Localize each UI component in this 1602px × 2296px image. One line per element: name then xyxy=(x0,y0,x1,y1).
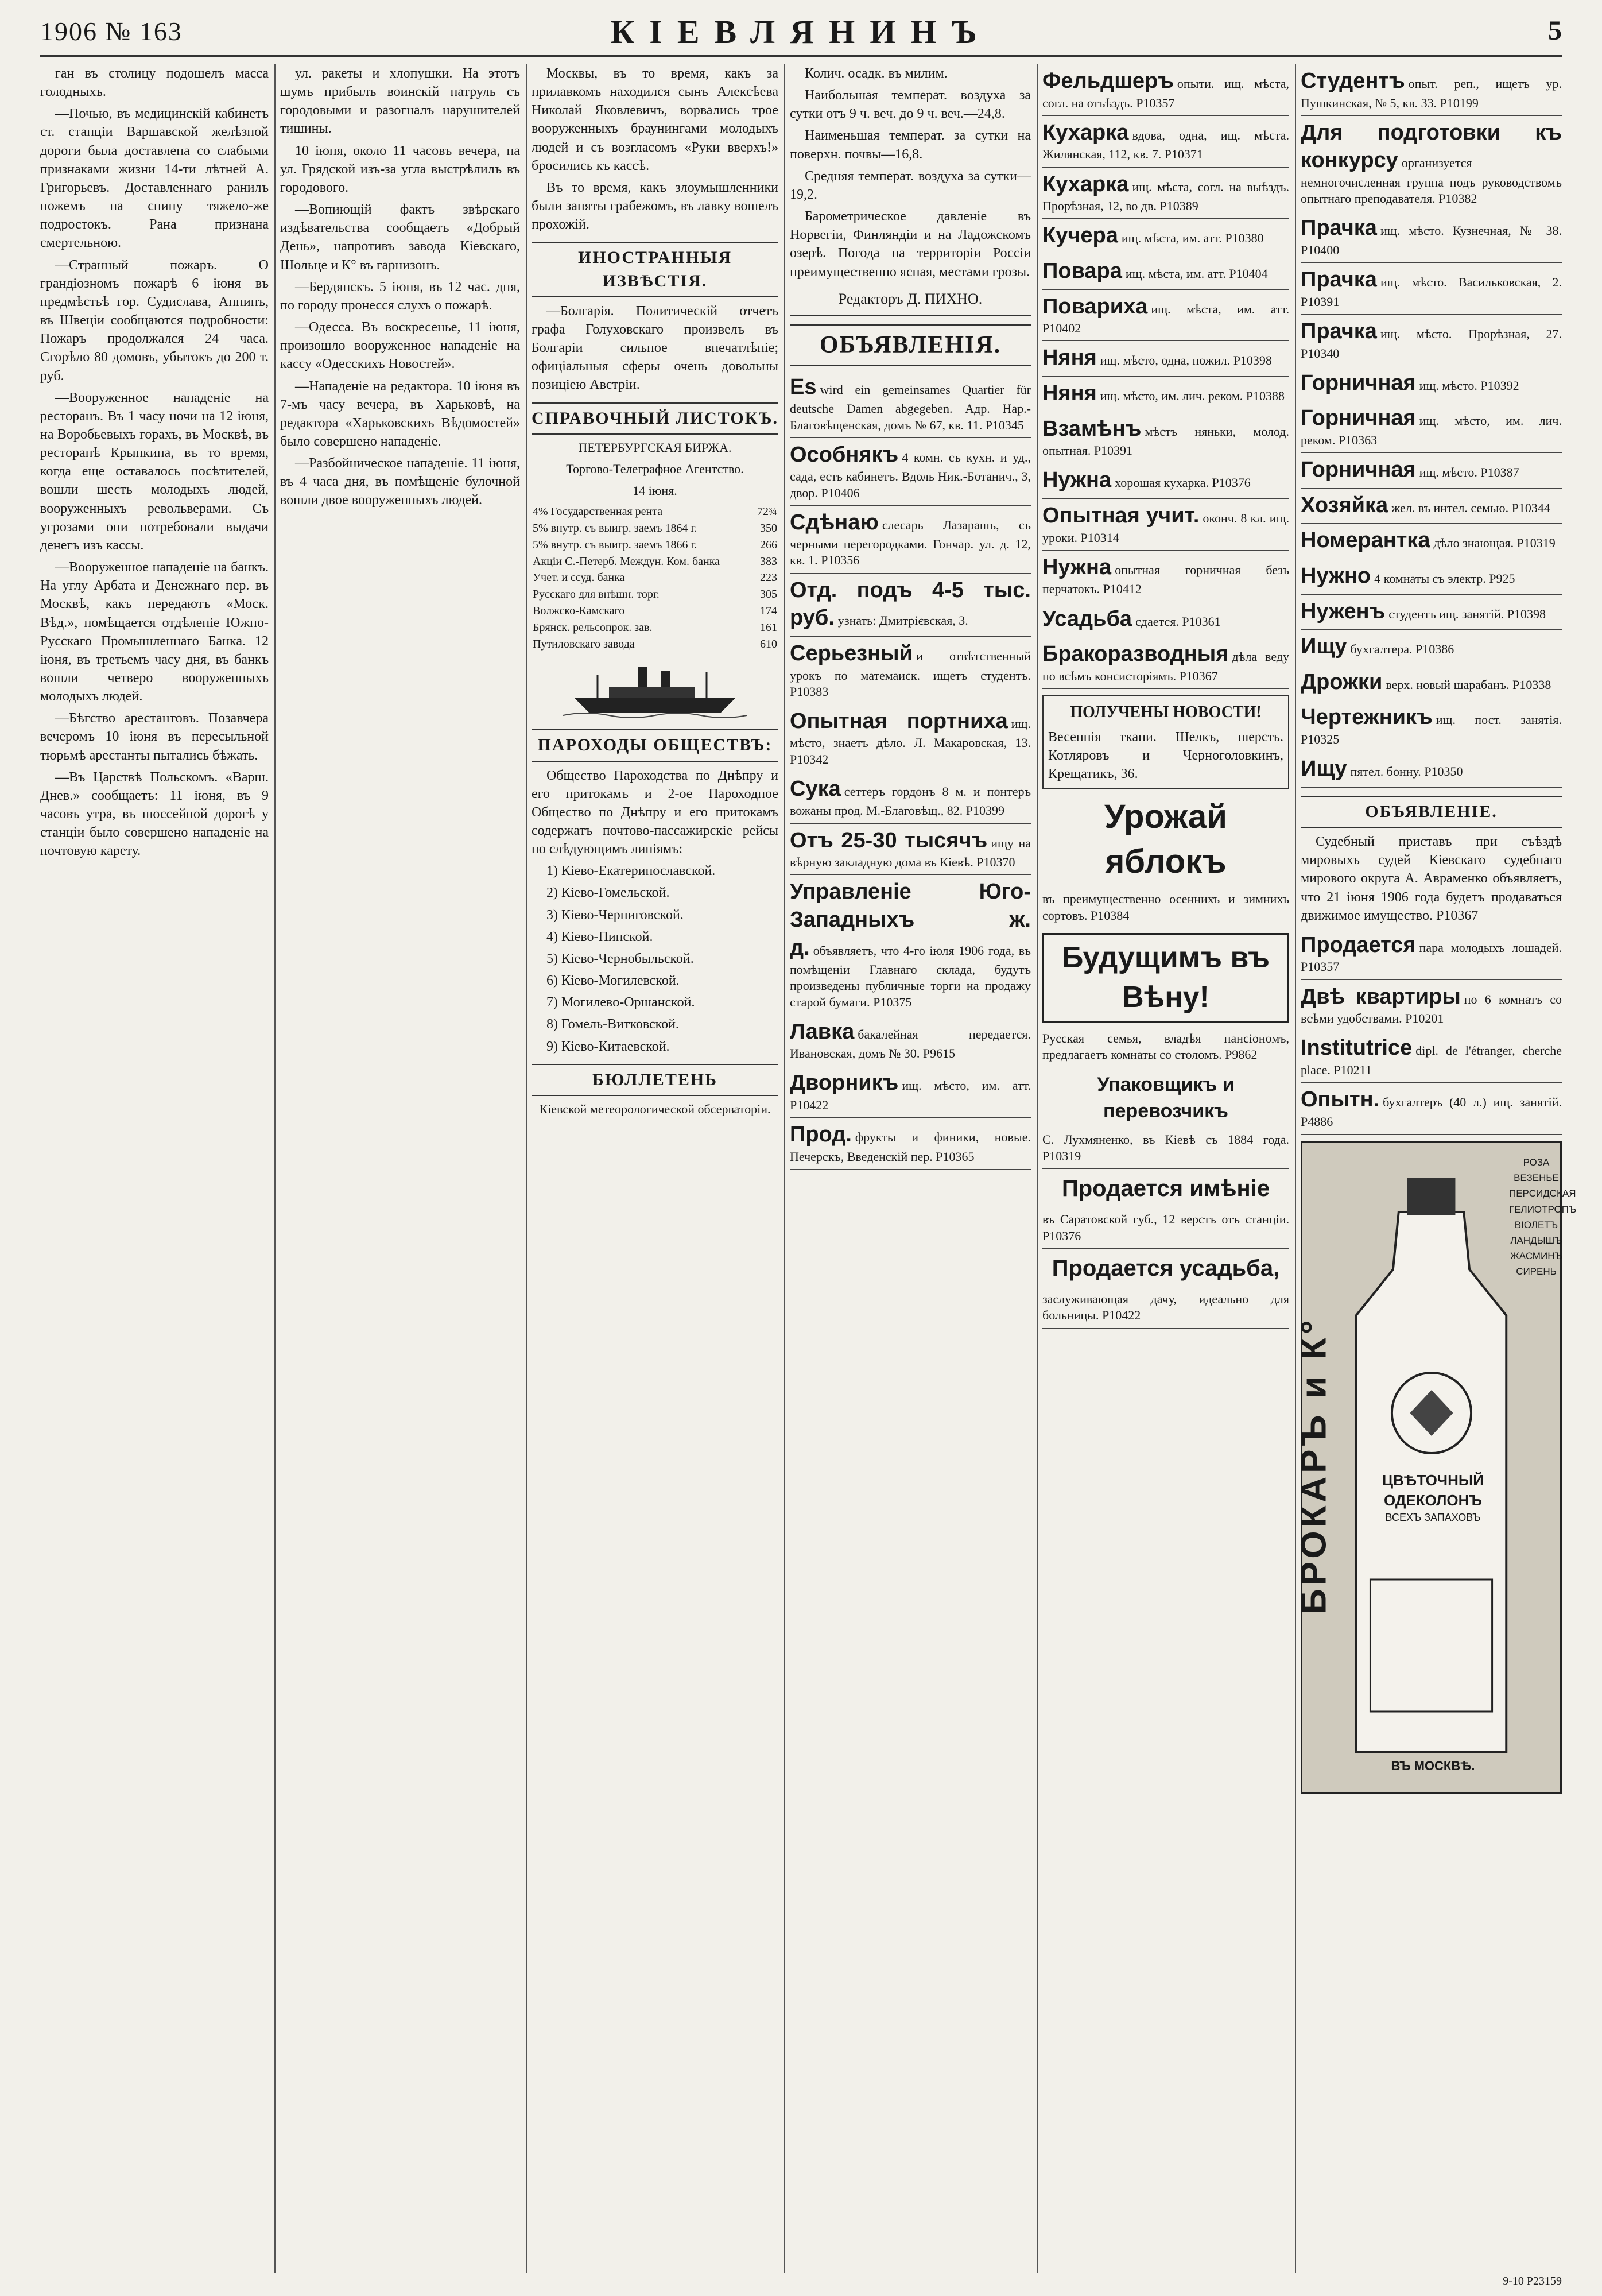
ad-keyword: Прачка xyxy=(1301,268,1377,292)
classified-ad xyxy=(1301,752,1562,788)
classified-ad xyxy=(1042,168,1289,219)
rate-name: 5% внутр. съ выигр. заемъ 1866 г. xyxy=(533,538,697,551)
ad-text: слесарь Лазарашъ, съ черными перегородками. Гончар. ул. д. 12, кв. 1. Р10356 xyxy=(790,517,1031,568)
ad-keyword: Сдѣнаю xyxy=(790,510,879,535)
ad-text: по 6 комнатъ со всѣми удобствами. Р10201 xyxy=(1301,992,1562,1026)
ad-keyword: Отъ 25-30 тысячъ xyxy=(790,828,988,853)
ship-line: 9) Кіево-Китаевской. xyxy=(546,1039,670,1054)
weather-paragraph: Наибольшая температ. воздуха за сутки отъ 9 ч. веч. до 9 ч. веч.—24,8. xyxy=(790,88,1031,122)
ad-text: ищ. мѣста, им. атт. Р10402 xyxy=(1042,301,1289,336)
article-paragraph: —Болгарія. Политическій отчетъ графа Голуховскаго произвелъ въ Болгаріи сильное впечатлѣніе; офиціальныя сферы очень довольны позиціею Австріи. xyxy=(532,303,778,393)
ad-text: сдается. Р10361 xyxy=(1135,614,1221,629)
ship-line: 3) Кіево-Черниговской. xyxy=(546,907,684,923)
estate-heading: Продается имѣніе xyxy=(1061,1175,1270,1201)
estate-text: въ Саратовской губ., 12 верстъ отъ станціи. Р10376 xyxy=(1042,1209,1289,1248)
ship-line: 1) Кіево-Екатеринославской. xyxy=(546,864,716,879)
rate-value: 305 xyxy=(760,588,777,601)
rate-name: 5% внутр. съ выигр. заемъ 1864 г. xyxy=(533,521,697,535)
table-row xyxy=(532,553,778,570)
ad-text: wird ein gemeinsames Quartier für deutsche Damen abgegeben. Адр. Нар.-Благовѣщенская, домъ № 67, кв. 11. Р10345 xyxy=(790,382,1031,432)
article-paragraph: —Разбойническое нападеніе. 11 іюня, въ 4 часа дня, въ помѣщеніе булочной вошли двое вооруженныхъ людей. xyxy=(280,456,520,508)
article-paragraph: ган въ столицу подошелъ масса голодныхъ. xyxy=(40,66,269,100)
steamships-text: Общество Пароходства по Днѣпру и его притокамъ и 2-ое Пароходное Общество по Днѣпру и его притокамъ содержатъ почтово-пассажирскіе рейсы по слѣдующимъ линіямъ: xyxy=(532,768,778,857)
ad-keyword: Продается xyxy=(1301,932,1416,957)
header-rule xyxy=(40,55,1562,57)
column-4 xyxy=(790,64,1031,2273)
table-row xyxy=(532,636,778,653)
ad-text: ищ. мѣста, им. атт. Р10404 xyxy=(1125,266,1268,281)
article-paragraph: —Въ Царствѣ Польскомъ. «Варш. Днев.» сообщаетъ: 11 іюня, въ 9 часовъ утра, въ шоссейной дорогѣ у станціи было совершено нападеніе на почтовую карету. xyxy=(40,769,269,859)
ship-line: 5) Кіево-Чернобыльской. xyxy=(546,951,694,966)
classified-ad xyxy=(1301,116,1562,212)
ad-text: сеттеръ гордонъ 8 м. и понтеръ вожаны прод. М.-Благовѣщ., 82. Р10399 xyxy=(790,784,1031,818)
classified-ad xyxy=(1042,116,1289,168)
ad-text: ищ. мѣсто, им. атт. Р10422 xyxy=(790,1078,1031,1113)
ad-text: пара молодыхъ лошадей. Р10357 xyxy=(1301,940,1562,974)
ad-text: бакалейная передается. Ивановская, домъ № 30. Р9615 xyxy=(790,1027,1031,1061)
exchange-rates-table xyxy=(532,504,778,652)
masthead-title: КІЕВЛЯНИНЪ xyxy=(610,13,992,51)
page-header xyxy=(40,13,1562,51)
foreign-news-heading: ИНОСТРАННЫЯ ИЗВѢСТІЯ. xyxy=(532,242,778,297)
weather-paragraph: Колич. осадк. въ милим. xyxy=(805,66,948,81)
classified-ad xyxy=(1301,1031,1562,1083)
classified-ad xyxy=(1042,219,1289,254)
ad-keyword: Для подготовки къ конкурсу xyxy=(1301,120,1562,173)
ship-line: 7) Могилево-Оршанской. xyxy=(546,995,695,1010)
rate-name: Брянск. рельсопрок. зав. xyxy=(533,621,653,634)
column-3 xyxy=(532,64,778,2273)
classified-ad xyxy=(790,574,1031,637)
table-row xyxy=(532,620,778,636)
ad-text: опытная горничная безъ перчатокъ. Р10412 xyxy=(1042,562,1289,597)
ad-keyword: Номерантка xyxy=(1301,528,1430,553)
ad-text: вдова, одна, ищ. мѣста. Жилянская, 112, кв. 7. Р10371 xyxy=(1042,127,1289,162)
column-divider xyxy=(1295,64,1296,2273)
classified-ad xyxy=(1301,315,1562,366)
classified-ad xyxy=(790,1015,1031,1067)
classified-ad xyxy=(1042,412,1289,464)
editor-line: Редакторъ Д. ПИХНО. xyxy=(790,285,1031,316)
column-divider xyxy=(784,64,785,2273)
scent-label: РОЗА xyxy=(1523,1156,1550,1168)
classified-ad xyxy=(790,637,1031,704)
ad-keyword: Фельдшеръ xyxy=(1042,69,1174,93)
rate-value: 383 xyxy=(760,555,777,568)
ad-keyword: Прод. xyxy=(790,1122,852,1147)
ad-keyword: Чертежникъ xyxy=(1301,705,1433,730)
ad-keyword: Кухарка xyxy=(1042,120,1129,145)
column-divider xyxy=(274,64,276,2273)
classified-ad xyxy=(1042,463,1289,499)
ad-keyword: Прачка xyxy=(1301,319,1377,343)
ad-keyword: Дрожки xyxy=(1301,669,1383,694)
ad-text: бухгалтера. Р10386 xyxy=(1350,642,1454,657)
ad-text: ищ. мѣсто. Р10392 xyxy=(1419,378,1519,393)
apples-heading: Урожай яблокъ xyxy=(1104,797,1227,880)
cologne-advertisement xyxy=(1294,1141,1577,1794)
classified-ad xyxy=(1301,489,1562,524)
weather-paragraph: Наименьшая температ. за сутки на поверхн. почвы—16,8. xyxy=(790,128,1031,162)
ad-keyword: Прачка xyxy=(1301,216,1377,241)
ad-text: 4 комн. съ кухн. и уд., сада, есть кабинетъ. Вдоль Ник.-Ботанич., 3, двор. Р10406 xyxy=(790,450,1031,500)
table-row xyxy=(532,520,778,537)
ad-keyword: Взамѣнъ xyxy=(1042,416,1142,441)
ad-keyword: Дворникъ xyxy=(790,1071,899,1095)
column-6 xyxy=(1294,64,1577,2273)
classified-ad xyxy=(1301,401,1562,453)
ad-text: жел. въ интел. семью. Р10344 xyxy=(1391,500,1550,515)
ad-keyword: Горничная xyxy=(1301,406,1416,431)
ad-keyword: Няня xyxy=(1042,346,1097,370)
classified-ad xyxy=(1301,211,1562,263)
classified-ad xyxy=(1301,595,1562,630)
article-paragraph: —Бердянскъ. 5 іюня, въ 12 час. дня, по городу пронесся слухъ о пожарѣ. xyxy=(280,279,520,313)
article-paragraph: —Вопиющій фактъ звѣрскаго издѣвательства сообщаетъ «Добрый День», напротивъ завода Кіевскаго, Шольце и К° въ гарнизонъ. xyxy=(280,202,520,273)
classified-ad xyxy=(1301,524,1562,559)
ad-text: ищ. мѣсто. Кузнечная, № 38. Р10400 xyxy=(1301,223,1562,257)
ship-line: 4) Кіево-Пинской. xyxy=(546,929,653,944)
rate-value: 161 xyxy=(760,621,777,634)
ad-keyword: Кухарка xyxy=(1042,172,1129,196)
ad-text: пятел. бонну. Р10350 xyxy=(1350,764,1463,779)
article-paragraph: —Странный пожаръ. О грандіозномъ пожарѣ 6 іюня въ предмѣстьѣ гор. Судислава, Аннинъ, въ Швеціи сообщаются подробности: Пожаръ продолжался 24 часа. Сгорѣло 80 домовъ, убытокъ до 200 т. руб. xyxy=(40,257,269,384)
article-paragraph: ул. ракеты и хлопушки. На этотъ шумъ прибылъ воинскій патруль съ городовыми и разогналъ нарушителей тишины. xyxy=(280,66,520,137)
classified-ad xyxy=(790,438,1031,506)
classified-ad xyxy=(790,704,1031,772)
ship-line: 2) Кіево-Гомельской. xyxy=(546,885,670,901)
article-paragraph: —Бѣгство арестантовъ. Позавчера вечеромъ 10 іюня въ пересыльной тюрьмѣ арестанты пытались бѣжать. xyxy=(40,711,269,763)
ad-keyword: Сука xyxy=(790,776,841,801)
ship-line: 6) Кіево-Могилевской. xyxy=(546,973,680,989)
article-paragraph: —Нападеніе на редактора. 10 іюня въ 7-мъ часу вечера, въ Харьковѣ, на редактора «Харьковскихъ Вѣдомостей» было совершено нападеніе. xyxy=(280,378,520,449)
brand-logo: БРОКАРЪ и К° xyxy=(1294,1317,1334,1614)
scent-label: ЖАСМИНЪ xyxy=(1510,1250,1562,1262)
ad-keyword: Опытная учит. xyxy=(1042,504,1200,528)
ad-keyword: Усадьба xyxy=(1042,606,1132,631)
ad-text: студентъ ищ. занятій. Р10398 xyxy=(1388,606,1546,621)
weather-paragraph: Барометрическое давленіе въ Норвегіи, Финляндіи и на Ладожскомъ озерѣ. Погода на территоріи Россіи преимущественно ясная, местами грозы. xyxy=(790,209,1031,280)
ship-line: 8) Гомель-Витковской. xyxy=(546,1017,679,1032)
classified-ad xyxy=(1301,630,1562,665)
ad-text: дѣло знающая. Р10319 xyxy=(1433,536,1556,551)
news-box xyxy=(1042,695,1289,789)
classified-ad xyxy=(790,875,1031,1015)
classified-ad xyxy=(1301,64,1562,116)
ad-text: ищ. мѣсто, им. лич. реком. Р10363 xyxy=(1301,413,1562,447)
column-5 xyxy=(1042,64,1289,2273)
scent-label: ВЕЗЕНЬЕ xyxy=(1514,1172,1559,1184)
rate-name: Учет. и ссуд. банка xyxy=(533,571,625,584)
scent-label: ЛАНДЫШЪ xyxy=(1510,1234,1562,1246)
ad-keyword: Нужна xyxy=(1042,468,1112,493)
steamships-heading: ПАРОХОДЫ ОБЩЕСТВЪ: xyxy=(532,729,778,761)
column-2 xyxy=(280,64,520,2273)
exchange-date: 14 іюня. xyxy=(633,483,677,498)
article-paragraph: —Вооруженное нападеніе на банкъ. На углу Арбата и Денежнаго пер. въ Москвѣ, какъ передаютъ «Моск. Вѣд.», помѣщается отдѣленіе Южно-Русскаго Промышленнаго Банка. 12 іюня, въ третьемъ часу дня, въ банкъ вошли четверо вооруженныхъ молодыхъ людей. xyxy=(40,560,269,704)
rate-value: 610 xyxy=(760,637,777,651)
ad-text: ищ. мѣсто, знаетъ дѣло. Л. Макаровская, 13. Р10342 xyxy=(790,716,1031,766)
rate-name: Путиловскаго завода xyxy=(533,637,635,651)
classified-ad xyxy=(790,772,1031,824)
ad-text: бухгалтеръ (40 л.) ищ. занятій. Р4886 xyxy=(1301,1095,1562,1129)
ad-text: хорошая кухарка. Р10376 xyxy=(1115,475,1251,490)
classified-ad xyxy=(1301,700,1562,752)
classified-ad xyxy=(790,506,1031,574)
ad-keyword: Особнякъ xyxy=(790,442,899,467)
ad-text: опыти. ищ. мѣста, согл. на отъѣздъ. Р10357 xyxy=(1042,76,1289,110)
scent-label: ВІОЛЕТЪ xyxy=(1514,1219,1558,1230)
article-paragraph: 10 іюня, около 11 часовъ вечера, на ул. Грядской изъ-за угла выстрѣлилъ въ городового. xyxy=(280,143,520,195)
rate-value: 350 xyxy=(760,521,777,535)
classified-ad xyxy=(1042,341,1289,377)
scent-label: СИРЕНЬ xyxy=(1516,1266,1557,1277)
rate-value: 174 xyxy=(760,604,777,617)
ad-text: ищ. мѣсто. Васильковская, 2. Р10391 xyxy=(1301,275,1562,309)
product-subtitle: ВСЕХЪ ЗАПАХОВЪ xyxy=(1385,1511,1481,1523)
ad-keyword: Горничная xyxy=(1301,370,1416,395)
ad-keyword: Ищу xyxy=(1301,757,1347,781)
bulletin-heading: БЮЛЛЕТЕНЬ xyxy=(532,1064,778,1096)
ad-keyword: Повариха xyxy=(1042,294,1148,319)
rate-name: 4% Государственная рента xyxy=(533,505,663,518)
ad-keyword: Хозяйка xyxy=(1301,493,1388,517)
ad-text: и отвѣтственный урокъ по матемаиск. ищетъ студентъ. Р10383 xyxy=(790,648,1031,699)
classified-ad xyxy=(1301,980,1562,1032)
ad-keyword: Нужно xyxy=(1301,563,1371,588)
ad-text: фрукты и финики, новые. Печерскъ, Введенскій пер. Р10365 xyxy=(790,1130,1031,1164)
ad-text: ищ. мѣсто. Прорѣзная, 27. Р10340 xyxy=(1301,326,1562,361)
ad-keyword: Серьезный xyxy=(790,641,913,665)
ad-keyword: Ищу xyxy=(1301,634,1347,659)
classified-ad xyxy=(1042,64,1289,116)
table-row xyxy=(532,504,778,520)
ad-text: дѣла веду по всѣмъ консисторіямъ. Р10367 xyxy=(1042,649,1289,683)
ad-keyword: Повара xyxy=(1042,258,1122,283)
bulletin-subtitle: Кіевской метеорологической обсерваторіи. xyxy=(539,1101,771,1116)
scent-label: ГЕЛИОТРОПЪ xyxy=(1509,1203,1577,1215)
classified-ad xyxy=(1042,377,1289,412)
steamship-icon xyxy=(563,658,747,721)
movers-heading: Упаковщикъ и перевозчикъ xyxy=(1097,1074,1235,1122)
rate-value: 72¾ xyxy=(757,505,777,518)
ad-keyword: Управленіе Юго-Западныхъ ж. д. xyxy=(790,880,1031,960)
rate-value: 223 xyxy=(760,571,777,584)
article-paragraph: Въ то время, какъ злоумышленники были заняты грабежомъ, въ лавку вошелъ прохожій. xyxy=(532,180,778,233)
news-box-title: ПОЛУЧЕНЫ НОВОСТИ! xyxy=(1070,703,1262,721)
classified-ad xyxy=(1042,602,1289,638)
column-divider xyxy=(526,64,527,2273)
classified-ad xyxy=(1042,254,1289,290)
classified-ad xyxy=(790,1066,1031,1118)
ad-keyword: Няня xyxy=(1042,381,1097,405)
classified-ad xyxy=(1301,263,1562,315)
table-row xyxy=(532,570,778,586)
ad-keyword: Отд. подъ 4-5 тыс. руб. xyxy=(790,578,1031,630)
ad-text: узнать: Дмитрієвская, 3. xyxy=(837,613,968,628)
ad-text: оконч. 8 кл. ищ. уроки. Р10314 xyxy=(1042,511,1289,545)
rate-name: Волжско-Камскаго xyxy=(533,604,625,617)
ad-keyword: Двѣ квартиры xyxy=(1301,984,1461,1009)
ad-text: ищ. мѣсто, одна, пожил. Р10398 xyxy=(1100,353,1272,368)
ad-keyword: Бракоразводныя xyxy=(1042,642,1229,667)
manor-text: заслуживающая дачу, идеально для больницы. Р10422 xyxy=(1042,1288,1289,1328)
classified-ad xyxy=(1301,453,1562,489)
classified-ad xyxy=(790,824,1031,876)
classified-ad xyxy=(790,1118,1031,1170)
agency-subtitle: Торгово-Телеграфное Агентство. xyxy=(566,462,744,477)
exchange-subtitle: ПЕТЕРБУРГСКАЯ БИРЖА. xyxy=(578,440,732,455)
future-text: Русская семья, владѣя пансіономъ, предлагаетъ комнаты со столомъ. Р9862 xyxy=(1042,1028,1289,1067)
ad-text: dipl. de l'étranger, cherche place. Р10211 xyxy=(1301,1043,1562,1078)
article-paragraph: —Почью, въ медицинскій кабинетъ ст. станціи Варшавской желѣзной дороги была доставлена со слабыми признаками жизни 14-ти лѣтней А. Григорьевъ. Доставленнаго ранилъ ножемъ на спину тяжело-же подростокъ. Рана признана смертельною. xyxy=(40,106,269,251)
movers-text: С. Лухмяненко, въ Кіевѣ съ 1884 года. Р10319 xyxy=(1042,1129,1289,1168)
page-number: 5 xyxy=(1548,16,1562,46)
ad-text: организуется немногочисленная группа подъ руководствомъ опытнаго преподавателя. Р10382 xyxy=(1301,156,1562,206)
notice-heading: ОБЪЯВЛЕНІЕ. xyxy=(1301,796,1562,828)
weather-paragraph: Средняя температ. воздуха за сутки—19,2. xyxy=(790,168,1031,202)
rate-name: Акціи С.-Петерб. Междун. Ком. банка xyxy=(533,555,720,568)
manor-heading: Продается усадьба, xyxy=(1052,1255,1280,1281)
ad-text: ищ. мѣста, согл. на выѣздъ. Прорѣзная, 12, во дв. Р10389 xyxy=(1042,179,1289,214)
ad-keyword: Горничная xyxy=(1301,458,1416,482)
table-row xyxy=(532,537,778,553)
news-box-text: Весеннія ткани. Шелкъ, шерсть. Котляровъ и Черноголовкинъ, Крещатикъ, 36. xyxy=(1048,729,1283,781)
ad-text: 4 комнаты съ электр. Р925 xyxy=(1374,571,1515,586)
poster-city: ВЪ МОСКВѢ. xyxy=(1391,1758,1475,1773)
ad-keyword: Опытн. xyxy=(1301,1087,1380,1112)
ad-keyword: Es xyxy=(790,374,817,399)
ad-keyword: Institutrice xyxy=(1301,1036,1413,1060)
classified-ad xyxy=(790,370,1031,438)
reference-heading: СПРАВОЧНЫЙ ЛИСТОКЪ. xyxy=(532,402,778,435)
rate-value: 266 xyxy=(760,538,777,551)
issue-number: 1906 № 163 xyxy=(40,17,183,46)
article-paragraph: —Одесса. Въ воскресенье, 11 іюня, произошло вооруженное нападеніе на кассу «Одесскихъ Новостей». xyxy=(280,320,520,372)
table-row xyxy=(532,586,778,603)
ad-keyword: Нуженъ xyxy=(1301,599,1386,624)
classified-ad xyxy=(1042,290,1289,342)
classified-ad xyxy=(1042,551,1289,602)
ad-keyword: Кучера xyxy=(1042,223,1118,248)
ads-heading: ОБЪЯВЛЕНІЯ. xyxy=(790,324,1031,366)
classified-ad xyxy=(1301,928,1562,980)
ad-text: ищ. мѣста, им. атт. Р10380 xyxy=(1121,231,1264,246)
ad-text: ищ. пост. занятія. Р10325 xyxy=(1301,713,1562,747)
ad-keyword: Нужна xyxy=(1042,555,1112,579)
ad-text: мѣстъ няньки, молод. опытная. Р10391 xyxy=(1042,424,1289,458)
table-row xyxy=(532,603,778,620)
scent-labels xyxy=(1509,1155,1577,1280)
ad-keyword: Лавка xyxy=(790,1019,855,1044)
article-paragraph: Москвы, въ то время, какъ за прилавкомъ находился сынъ Алексѣева Николай Яковлевичъ, ворвались трое вооруженныхъ браунингами молодыхъ людей и съ возгласомъ «Руки вверхъ!» бросились къ кассѣ. xyxy=(532,66,778,173)
apples-text: въ преимущественно осеннихъ и зимнихъ сортовъ. Р10384 xyxy=(1042,888,1289,928)
classified-ad xyxy=(1042,499,1289,551)
footer-code: 9-10 Р23159 xyxy=(1503,2275,1562,2287)
article-paragraph: —Вооруженное нападеніе на ресторанъ. Въ 1 часу ночи на 12 іюня, на Воробьевыхъ горахъ, въ Москвѣ, въ ресторанѣ Крынкина, въ то время, когда еще оставалось посѣтителей, вошли шесть молодыхъ людей, вооруженныхъ револьверами. Съ угрозами они потребовали выдачи денегъ изъ кассы. xyxy=(40,390,269,553)
column-divider xyxy=(1037,64,1038,2273)
ad-text: ищ. мѣсто. Р10387 xyxy=(1419,465,1519,480)
ad-text: верх. новый шарабанъ. Р10338 xyxy=(1386,677,1551,692)
classified-ad xyxy=(1301,366,1562,402)
ad-text: ищу на вѣрную закладную дома въ Кіевѣ. Р10370 xyxy=(790,835,1031,870)
ad-keyword: Студентъ xyxy=(1301,69,1405,93)
column-1 xyxy=(40,64,269,2273)
classified-ad xyxy=(1301,665,1562,701)
scent-label: ПЕРСИДСКАЯ xyxy=(1509,1188,1576,1199)
classified-ad xyxy=(1301,1083,1562,1135)
ad-text: ищ. мѣсто, им. лич. реком. Р10388 xyxy=(1100,389,1285,403)
product-name: ЦВѢТОЧНЫЙ ОДЕКОЛОНЪ xyxy=(1382,1471,1484,1509)
future-heading: Будущимъ въ Вѣну! xyxy=(1042,933,1289,1023)
ad-keyword: Опытная портниха xyxy=(790,708,1008,733)
notice-text: Судебный приставъ при съѣздѣ мировыхъ судей Кіевскаго судебнаго мирового округа А. Авраменко объявляетъ, что 21 іюня 1906 года будетъ продаваться движимое имущество. Р10367 xyxy=(1301,834,1562,923)
ad-text: объявляетъ, что 4-го іюля 1906 года, въ помѣщеніи Главнаго склада, будутъ произведены публичные торги на продажу старой бумаги. Р10375 xyxy=(790,943,1031,1009)
classified-ad xyxy=(1042,637,1289,689)
ad-text: опыт. реп., ищетъ ур. Пушкинская, № 5, кв. 33. Р10199 xyxy=(1301,76,1562,110)
classified-ad xyxy=(1301,559,1562,595)
rate-name: Русскаго для внѣшн. торг. xyxy=(533,588,660,601)
